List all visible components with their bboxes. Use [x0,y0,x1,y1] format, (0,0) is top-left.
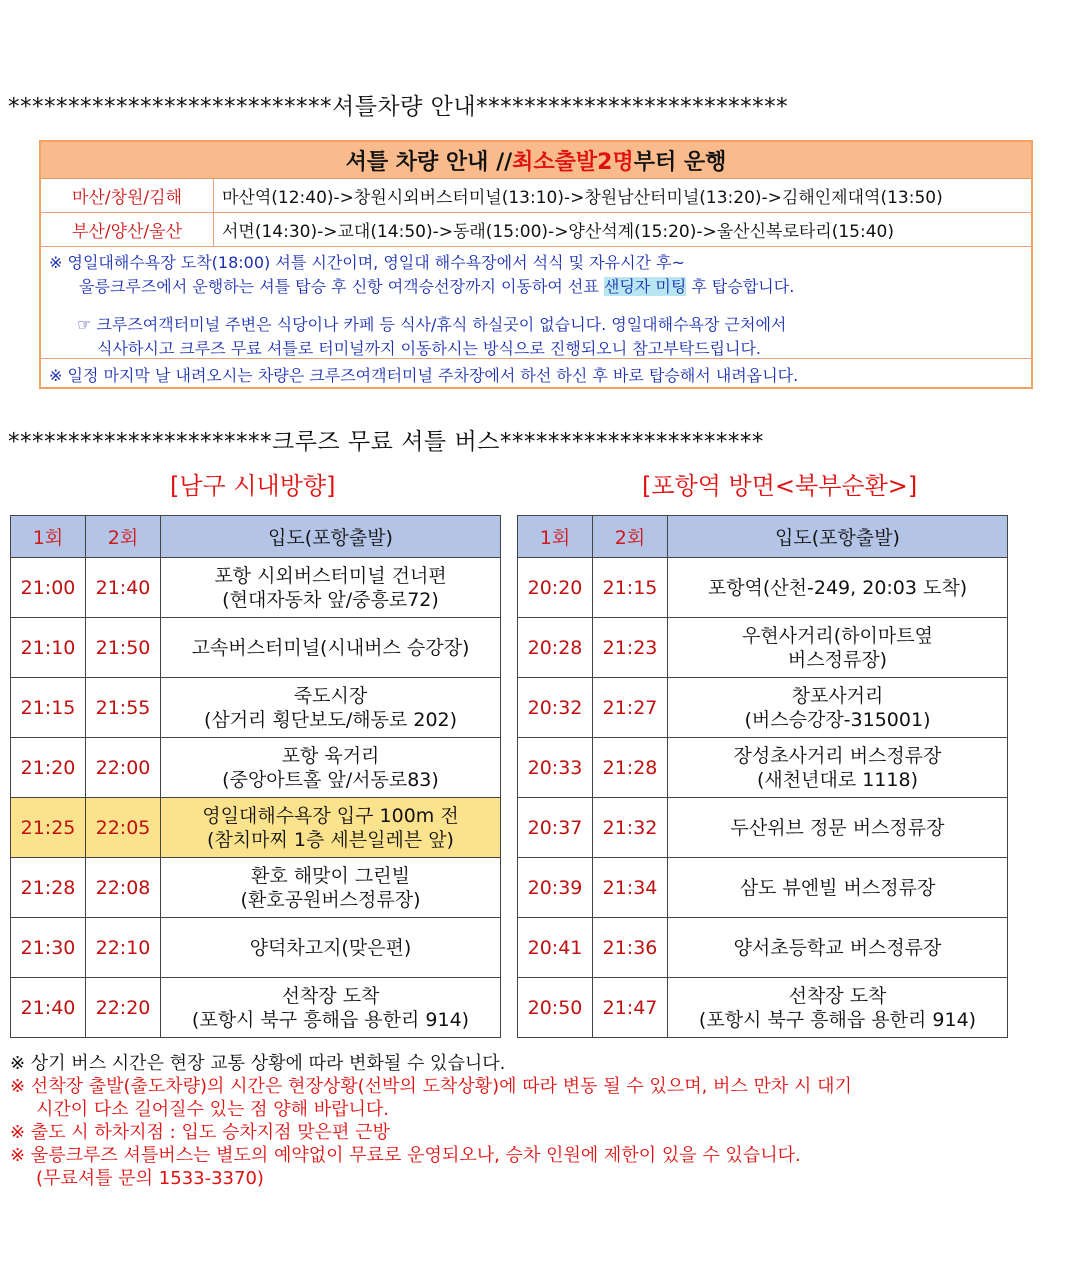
note-traffic: ※ 상기 버스 시간은 현장 교통 상황에 따라 변화될 수 있습니다. [10,1053,506,1074]
stop-name: 우현사거리(하이마트옆 [742,624,933,647]
time-run-2: 22:20 [86,978,161,1038]
table-row [518,978,1008,1038]
route-region-label: 마산/창원/김해 [41,179,214,212]
stop-detail: 버스정류장) [787,648,888,671]
note-contact: (무료셔틀 문의 1533-3370) [36,1168,264,1189]
time-run-1: 21:25 [11,798,86,858]
stop-cell [161,738,501,798]
time-run-1: 21:30 [11,918,86,978]
time-run-2: 21:36 [593,918,668,978]
note-free-shuttle: ※ 울릉크루즈 셔틀버스는 별도의 예약없이 무료로 운영되오나, 승차 인원에 제한이 있을 수 있습니다. [10,1145,801,1166]
stop-name: 장성초사거리 버스정류장 [733,744,942,767]
time-run-2: 22:08 [86,858,161,918]
stop-detail: (삼거리 횡단보도/해동로 202) [203,708,458,731]
table-row [518,678,1008,738]
table-row [518,918,1008,978]
stop-cell [668,918,1008,978]
stop-detail: (환호공원버스정류장) [240,888,421,911]
time-run-2: 22:10 [86,918,161,978]
time-run-2: 22:00 [86,738,161,798]
stop-cell [668,558,1008,618]
stop-name: 고속버스터미널(시내버스 승강장) [191,636,470,659]
header-stop: 입도(포항출발) [161,516,501,558]
table-row [11,678,501,738]
shuttle-route-row [41,213,1031,247]
shuttle-return-note: ※ 일정 마지막 날 내려오시는 차량은 크루즈여객터미널 주차장에서 하선 하신 후 바로 탑승해서 내려옵니다. [49,366,799,385]
shuttle-route-row [41,179,1031,213]
table-row [11,618,501,678]
time-run-1: 21:40 [11,978,86,1038]
note-line [49,275,1023,299]
stop-cell [668,618,1008,678]
note-departure-cont: 시간이 다소 길어질수 있는 점 양해 바랍니다. [36,1099,390,1120]
time-run-1: 20:37 [518,798,593,858]
shuttle-header-left: 셔틀 차량 안내 // [345,149,513,175]
stop-name: 삼도 뷰엔빌 버스정류장 [739,876,936,899]
route-region-label: 부산/양산/울산 [41,213,214,246]
shuttle-header-min: 최소출발2명 [512,149,634,175]
stop-name: 죽도시장 [293,684,368,707]
time-run-1: 21:10 [11,618,86,678]
time-run-2: 22:05 [86,798,161,858]
note-line: ☞ 크루즈여객터미널 주변은 식당이나 카페 등 식사/휴식 하실곳이 없습니다. 영일대해수욕장 근처에서 [77,315,787,334]
stop-cell [161,798,501,858]
table-row [11,738,501,798]
stop-cell [161,618,501,678]
header-run-2: 2회 [86,516,161,558]
note-text: 후 탑승합니다. [686,277,795,296]
stop-name: 선착장 도착 [788,984,887,1007]
stop-detail: (포항시 북구 흥해읍 용한리 914) [698,1008,977,1031]
time-run-1: 20:39 [518,858,593,918]
header-run-1: 1회 [11,516,86,558]
right-section-title: [포항역 방면<북부순환>] [642,472,918,500]
stop-name: 포항 육거리 [281,744,380,767]
stop-name: 창포사거리 [791,684,884,707]
time-run-1: 21:28 [11,858,86,918]
table-row [11,918,501,978]
table-row-highlighted [11,798,501,858]
header-run-2: 2회 [593,516,668,558]
time-run-2: 21:23 [593,618,668,678]
note-line: ※ 영일대해수욕장 도착(18:00) 셔틀 시간이며, 영일대 해수욕장에서 석식 및 자유시간 후~ [49,253,685,272]
time-run-1: 21:15 [11,678,86,738]
table-row [518,738,1008,798]
shuttle-header-right: 부터 운행 [633,149,727,175]
shuttle-vehicle-banner: ***************************셔틀차량 안내************************** [8,94,789,120]
stop-name: 포항역(산천-249, 20:03 도착) [707,576,968,599]
stop-name: 포항 시외버스터미널 건너편 [214,564,447,587]
stop-detail: (현대자동차 앞/중흥로72) [222,588,439,611]
note-text: 울릉크루즈에서 운행하는 셔틀 탑승 후 신항 여객승선장까지 이동하여 선표 [79,277,604,296]
table-row [518,558,1008,618]
time-run-2: 21:15 [593,558,668,618]
table-row [11,978,501,1038]
time-run-2: 21:55 [86,678,161,738]
stop-cell [668,858,1008,918]
note-dropoff: ※ 출도 시 하차지점 : 입도 승차지점 맞은편 근방 [10,1122,390,1143]
south-district-timetable [10,515,501,1038]
stop-cell [161,558,501,618]
time-run-2: 21:32 [593,798,668,858]
note-highlight: 샌딩자 미팅 [603,277,687,296]
cruise-bus-banner: **********************크루즈 무료 셔틀 버스********************** [8,429,764,455]
stop-cell [161,678,501,738]
note-departure: ※ 선착장 출발(출도차량)의 시간은 현장상황(선박의 도착상황)에 따라 변동 될 수 있으며, 버스 만차 시 대기 [10,1076,852,1097]
footer-notes [10,1052,1050,1190]
time-run-1: 21:20 [11,738,86,798]
stop-detail: (버스승강장-315001) [744,708,931,731]
time-run-2: 21:40 [86,558,161,618]
table-row [11,558,501,618]
stop-cell [668,798,1008,858]
stop-detail: (중앙아트홀 앞/서동로83) [222,768,439,791]
table-row [11,858,501,918]
table-row [518,798,1008,858]
time-run-1: 20:32 [518,678,593,738]
table-row [518,858,1008,918]
stop-detail: (새천년대로 1118) [757,768,918,791]
note-line: 식사하시고 크루즈 무료 셔틀로 터미널까지 이동하시는 방식으로 진행되오니 참고부탁드립니다. [97,339,762,358]
table-row [518,618,1008,678]
stop-detail: (포항시 북구 흥해읍 용한리 914) [191,1008,470,1031]
time-run-2: 21:27 [593,678,668,738]
stop-cell [161,918,501,978]
time-run-1: 21:00 [11,558,86,618]
route-stops: 마산역(12:40)->창원시외버스터미널(13:10)->창원남산터미널(13:20)->김해인제대역(13:50) [222,188,943,208]
stop-detail: (참치마찌 1층 세븐일레븐 앞) [207,828,454,851]
stop-name: 영일대해수욕장 입구 100m 전 [202,804,459,827]
time-run-1: 20:33 [518,738,593,798]
pohang-station-timetable [517,515,1008,1038]
shuttle-info-box [39,140,1033,389]
route-stops: 서면(14:30)->교대(14:50)->동래(15:00)->양산석계(15:20)->울산신복로타리(15:40) [222,222,894,242]
stop-name: 두산위브 정문 버스정류장 [730,816,945,839]
time-run-2: 21:28 [593,738,668,798]
time-run-1: 20:50 [518,978,593,1038]
stop-cell [668,978,1008,1038]
time-run-2: 21:50 [86,618,161,678]
shuttle-header [41,142,1031,179]
stop-cell [668,678,1008,738]
stop-name: 선착장 도착 [281,984,380,1007]
time-run-2: 21:34 [593,858,668,918]
header-stop: 입도(포항출발) [668,516,1008,558]
stop-name: 양덕차고지(맞은편) [249,936,412,959]
header-run-1: 1회 [518,516,593,558]
time-run-1: 20:28 [518,618,593,678]
time-run-1: 20:41 [518,918,593,978]
stop-cell [668,738,1008,798]
time-run-1: 20:20 [518,558,593,618]
stop-name: 양서초등학교 버스정류장 [733,936,942,959]
stop-name: 환호 해맞이 그린빌 [251,864,410,887]
stop-cell [161,858,501,918]
shuttle-note [41,247,1031,359]
stop-cell [161,978,501,1038]
time-run-2: 21:47 [593,978,668,1038]
left-section-title: [남구 시내방향] [170,472,336,500]
